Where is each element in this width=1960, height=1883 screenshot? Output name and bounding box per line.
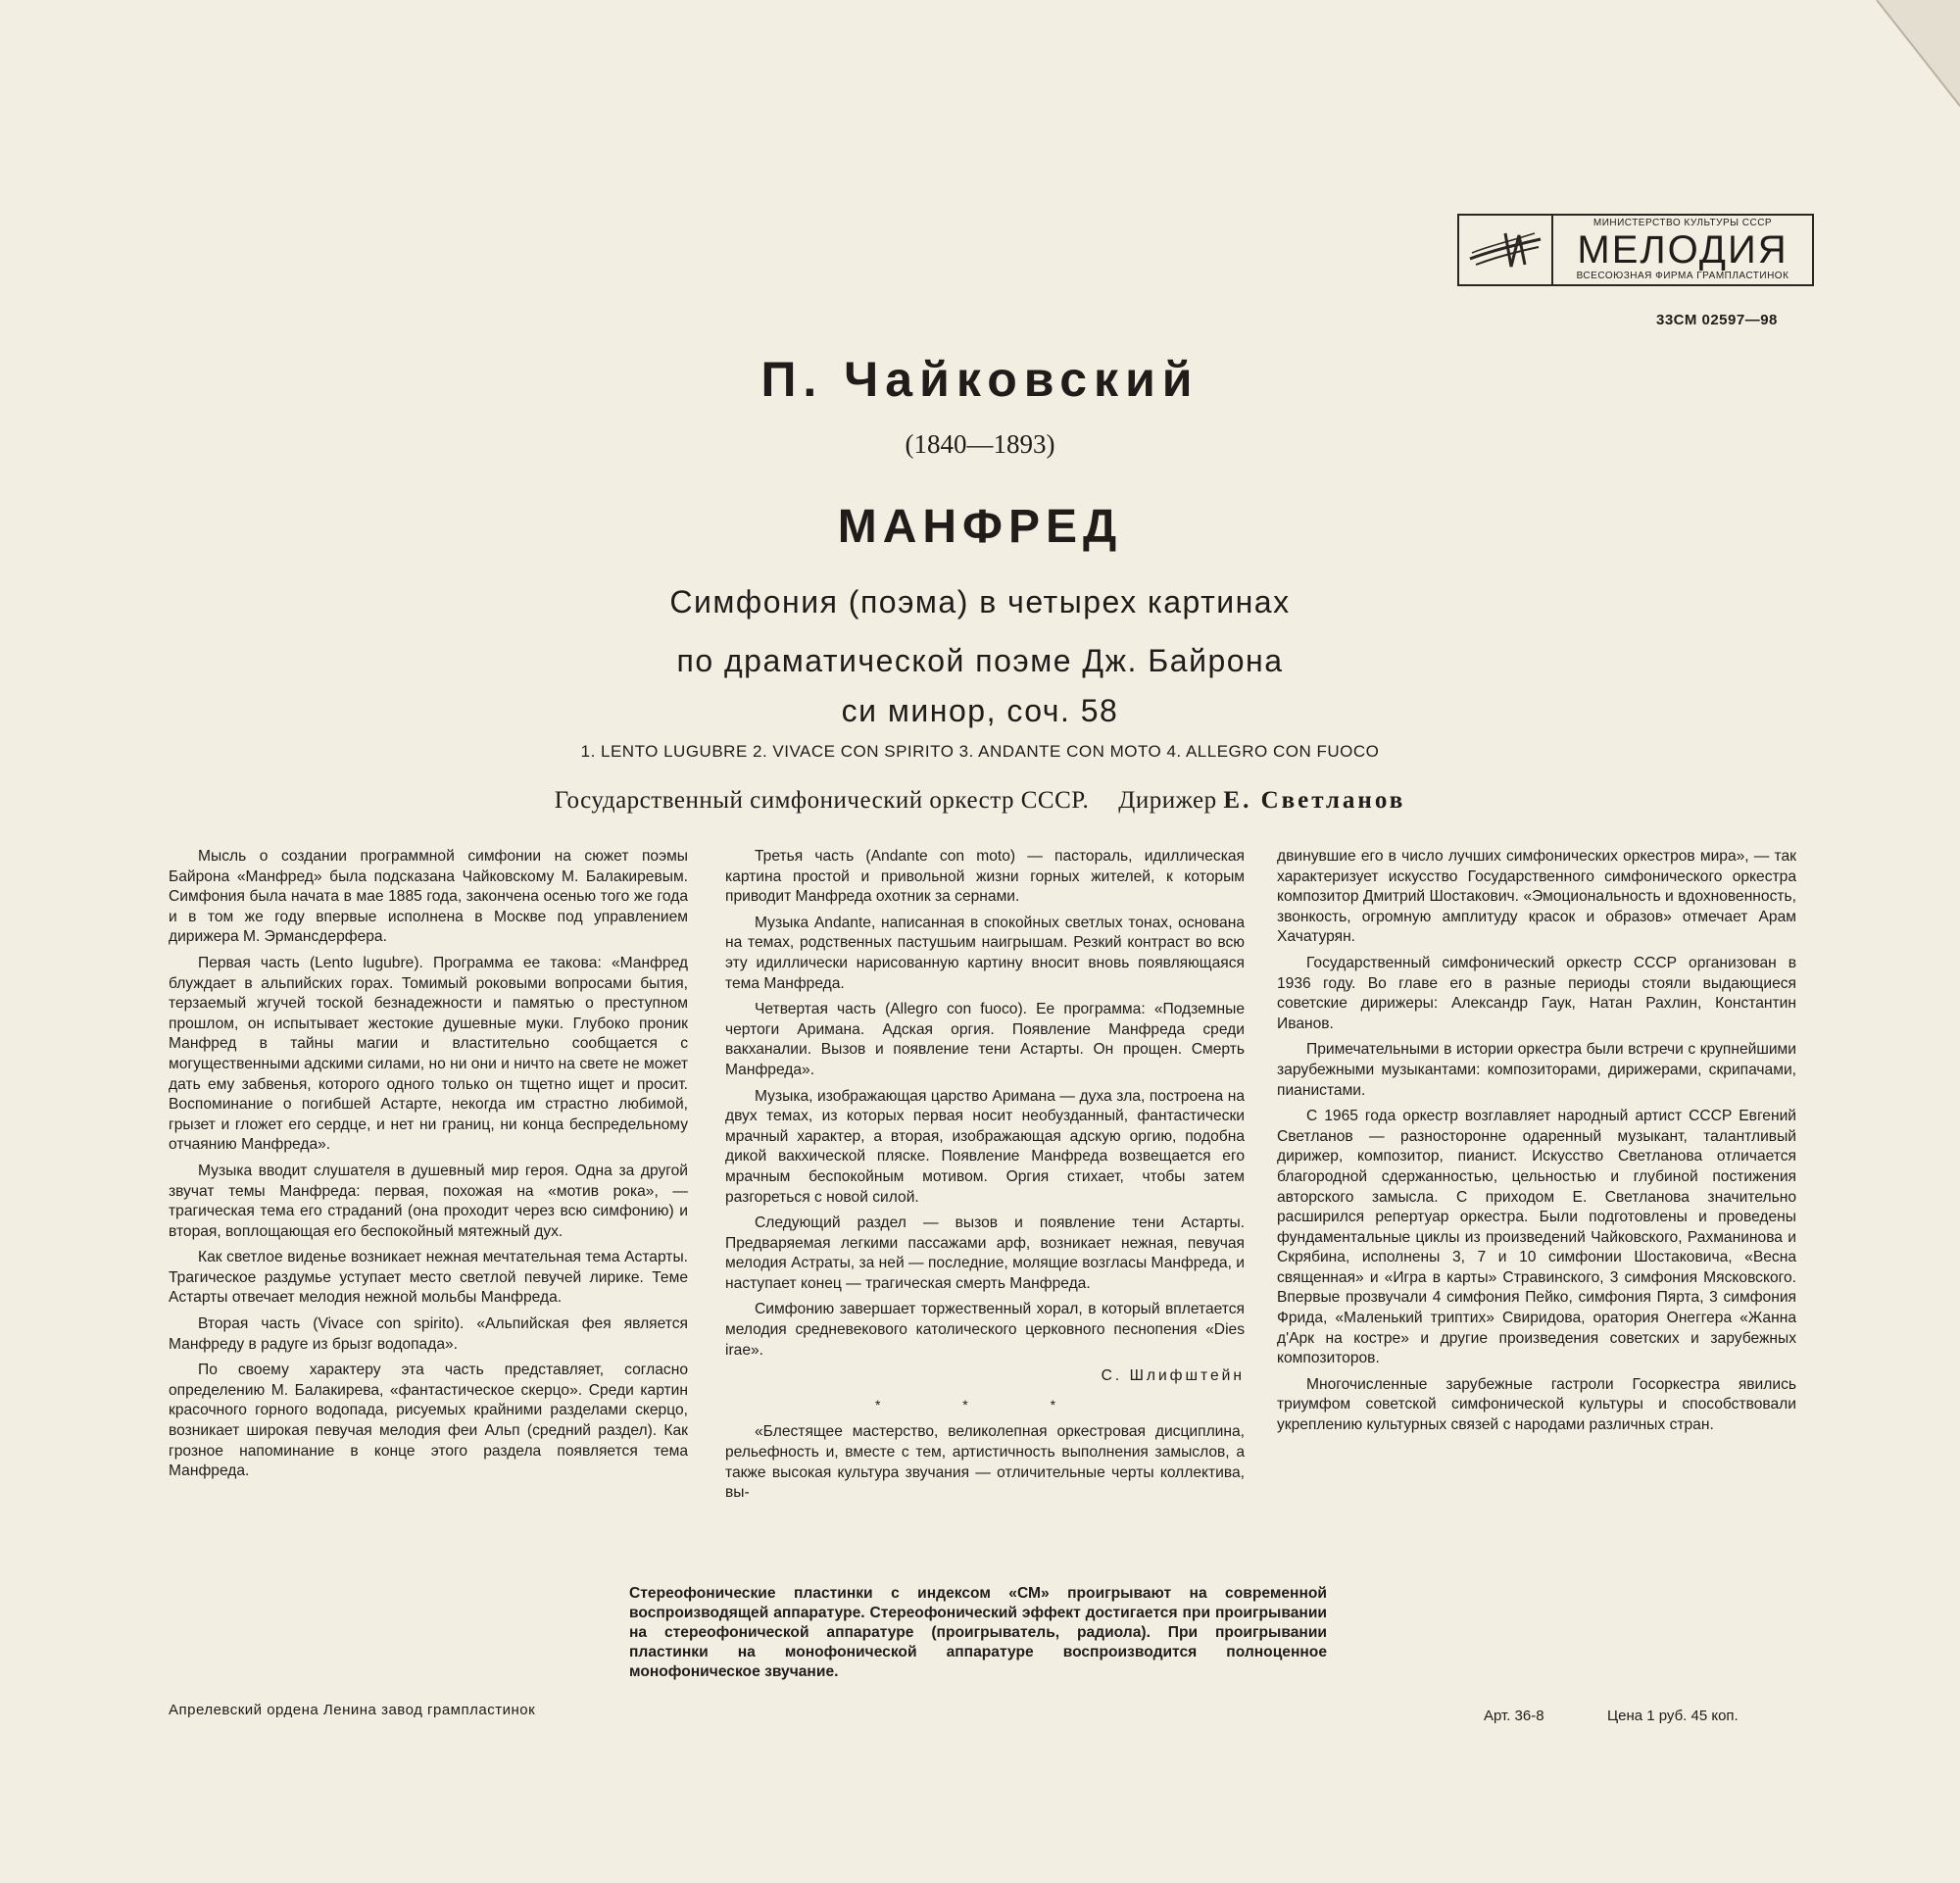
logo-firm-text: ВСЕСОЮЗНАЯ ФИРМА ГРАМПЛАСТИНОК	[1576, 271, 1789, 281]
liner-notes-column-1	[169, 847, 688, 1488]
article-number: Арт. 36-8	[1484, 1708, 1544, 1724]
price-label: Цена 1 руб. 45 коп.	[1607, 1708, 1739, 1724]
stereo-notice: Стереофонические пластинки с индексом «СМ» проигрывают на современной воспроизводящей аппаратуре. Стереофонический эффект достигается при проигрывании на стереофонической аппаратуре (проигрыватель, радиола). При проигрывании пластинки на монофонической аппаратуре воспроизводится полноценное монофоническое звучание.	[629, 1585, 1327, 1680]
catalog-number: 33СМ 02597—98	[1656, 312, 1778, 328]
paragraph: Музыка, изображающая царство Аримана — духа зла, построена на двух темах, из которых первая носит необузданный, фантастически мрачный характер, а вторая, изображающая адскую оргию, подобна дикой вакхической пляске. Появление Манфреда возвещается его мрачным беспокойным мотивом. Оргия стихает, чтобы затем разгореться с новой силой.	[725, 1087, 1245, 1206]
performers-line	[0, 787, 1960, 815]
melodiya-emblem-icon	[1459, 216, 1553, 284]
section-separator: * * *	[874, 1396, 1096, 1412]
logo-brand-name: МЕЛОДИЯ	[1577, 228, 1788, 272]
movements-list: 1. LENTO LUGUBRE 2. VIVACE CON SPIRITO 3. ANDANTE CON MOTO 4. ALLEGRO CON FUOCO	[580, 742, 1380, 761]
logo-ministry-text: МИНИСТЕРСТВО КУЛЬТУРЫ СССР	[1592, 218, 1773, 228]
paragraph: двинувшие его в число лучших симфонических оркестров мира», — так характеризует искусство Государственного симфонического оркестра композитор Дмитрий Шостакович. «Эмоциональность и вдохновенность, звонкость, огромную амплитуду красок и образов» отмечает Арам Хачатурян.	[1277, 848, 1796, 946]
paragraph: Первая часть (Lento lugubre). Программа ее такова: «Манфред блуждает в альпийских горах. Томимый роковыми вопросами бытия, терзаемый жгучей тоской безнадежности и памятью о преступном прошлом, он испытывает жестокие душевные муки. Глубоко проник Манфред в тайны магии и властительно сообщается с могущественными адскими силами, но ни они и ничто на свете не может дать ему забвенья, которого одного только он тщетно ищет и просит. Воспоминание о погибшей Астарте, некогда им страстно любимой, грызет и гложет его сердце, и нет ни границ, ни конца беспредельному отчаянию Манфреда».	[169, 954, 688, 1154]
sleeve-fold-edge	[0, 0, 1960, 108]
work-title: МАНФРЕД	[837, 501, 1123, 553]
composer-years: (1840—1893)	[905, 429, 1055, 459]
liner-notes-column-3	[1277, 847, 1796, 1442]
work-key-opus: си минор, соч. 58	[841, 693, 1119, 728]
paragraph: Четвертая часть (Allegro con fuoco). Ее программа: «Подземные чертоги Аримана. Адская оргия. Появление Манфреда среди вакханалии. Вызов и появление тени Астарты. Он прощен. Смерть Манфреда».	[725, 1001, 1245, 1078]
paragraph: Вторая часть (Vivace con spirito). «Альпийская фея является Манфреду в радуге из брызг водопада».	[169, 1315, 688, 1353]
paragraph: Примечательными в истории оркестра были встречи с крупнейшими зарубежными музыкантами: композиторами, дирижерами, скрипачами, пианистами.	[1277, 1041, 1796, 1099]
composer-name: П. Чайковский	[760, 352, 1200, 407]
paragraph: С 1965 года оркестр возглавляет народный артист СССР Евгений Светланов — разносторонне одаренный музыкант, талантливый дирижер, композитор, пианист. Искусство Светланова отличается благородной сдержанностью, цельностью и глубиной постижения авторского замысла. С приходом Е. Светланова значительно расширился репертуар оркестра. Были подготовлены и проведены фундаментальные циклы из произведений Чайковского, Рахманинова и Скрябина, исполнены 3, 7 и 10 симфонии Шостаковича, «Весна священная» и «Игра в карты» Стравинского, 3 симфония Мясковского. Впервые прозвучали 4 симфония Пейко, симфония Пярта, 3 симфония Фрида, «Маленький триптих» Свиридова, оратория Онеггера «Жанна д'Арк на костре» и другие произведения советских и зарубежных композиторов.	[1277, 1108, 1796, 1367]
paragraph: Музыка Andante, написанная в спокойных светлых тонах, основана на темах, родственных пастушьим наигрышам. Резкий контраст во всю эту идиллически нарисованную картину вносит вновь появляющаяся тема Манфреда.	[725, 914, 1245, 992]
conductor-name: Е. Светланов	[1223, 787, 1406, 814]
paragraph: Как светлое виденье возникает нежная мечтательная тема Астарты. Трагическое раздумье уступает место светлой певучей лирике. Теме Астарты отвечает мелодия нежной мольбы Манфреда.	[169, 1249, 688, 1307]
conductor-label: Дирижер	[1118, 787, 1217, 814]
quote-paragraph: «Блестящее мастерство, великолепная оркестровая дисциплина, рельефность и, вместе с тем, артистичность выполнения замыслов, а также высокая культура звучания — отличительные черты коллектива, вы-	[725, 1423, 1245, 1502]
work-subtitle-2: по драматической поэме Дж. Байрона	[676, 643, 1284, 678]
factory-name: Апрелевский ордена Ленина завод грампластинок	[169, 1702, 536, 1718]
paragraph: Третья часть (Andante con moto) — пастораль, идиллическая картина простой и привольной жизни горных жителей, к которым приводит Манфреда охотник за сернами.	[725, 848, 1245, 906]
liner-notes-column-2	[725, 847, 1245, 1510]
paragraph: Мысль о создании программной симфонии на сюжет поэмы Байрона «Манфред» была подсказана Чайковскому М. Балакиревым. Симфония была начата в мае 1885 года, закончена осенью того же года и в том же году впервые исполнена в Москве под управлением дирижера М. Эрмансдерфера.	[169, 848, 688, 946]
paragraph: По своему характеру эта часть представляет, согласно определению М. Балакирева, «фантастическое скерцо». Среди картин красочного горного водопада, рисуемых крайними разделами скерцо, возникает широкая певучая мелодия феи Альп (средний раздел). Как грозное напоминание в конце этого раздела появляется тема Манфреда.	[169, 1362, 688, 1480]
author-signature: С. Шлифштейн	[1101, 1367, 1245, 1385]
paragraph: Следующий раздел — вызов и появление тени Астарты. Предваряемая легкими пассажами арф, возникает нежная, певучая мелодия Астраты, за ней — последние, молящие возгласы Манфреда, и наступает конец — трагическая смерть Манфреда.	[725, 1214, 1245, 1292]
paragraph: Государственный симфонический оркестр СССР организован в 1936 году. Во главе его в разные периоды стояли выдающиеся советские дирижеры: Александр Гаук, Натан Рахлин, Константин Иванов.	[1277, 954, 1796, 1032]
paragraph: Симфонию завершает торжественный хорал, в который вплетается мелодия средневекового католического церковного песнопения «Dies irae».	[725, 1301, 1245, 1359]
orchestra-name: Государственный симфонический оркестр СССР.	[554, 787, 1090, 814]
paragraph: Музыка вводит слушателя в душевный мир героя. Одна за другой звучат темы Манфреда: первая, похожая на «мотив рока», — трагическая тема его страданий (она проходит через всю симфонию) и вторая, воплощающая его беспокойный мятежный дух.	[169, 1162, 688, 1240]
melodiya-logo	[1457, 214, 1814, 286]
paragraph: Многочисленные зарубежные гастроли Госоркестра явились триумфом советской симфонической культуры и способствовали укреплению культурных связей с народами различных стран.	[1277, 1375, 1796, 1434]
work-subtitle-1: Симфония (поэма) в четырех картинах	[669, 584, 1291, 619]
